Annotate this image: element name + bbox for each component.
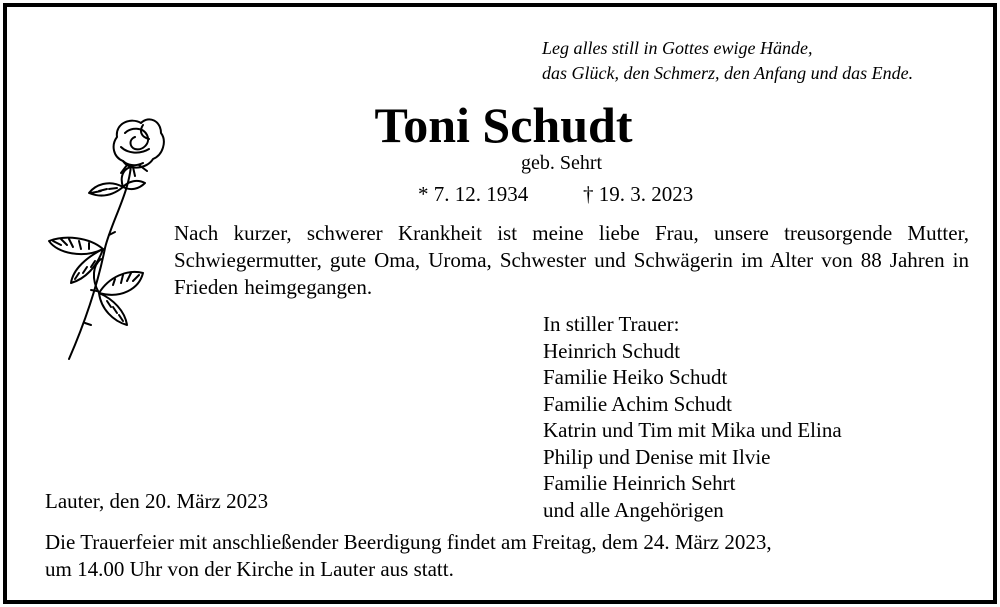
list-item: Katrin und Tim mit Mika und Elina [543,418,842,442]
verse-line-1: Leg alles still in Gottes ewige Hände, [542,38,813,58]
place-date: Lauter, den 20. März 2023 [45,489,269,513]
rose-icon [39,113,169,367]
deceased-name: Toni Schudt [374,97,633,153]
death-date: † 19. 3. 2023 [583,182,694,206]
list-item: und alle Angehörigen [543,497,724,522]
list-item: Familie Heiko Schudt [543,365,728,389]
birth-date: * 7. 12. 1934 [418,182,529,206]
funeral-line-1: Die Trauerfeier mit anschließender Beerdigung findet am Freitag, dem 24. März 2023, [45,530,772,554]
mourners-list [543,311,842,523]
funeral-notice [45,529,945,583]
list-item: Familie Achim Schudt [543,391,732,416]
announcement-text: Nach kurzer, schwerer Krankheit ist meine liebe Frau, unsere treusorgende Mutter, Schwiegermutter, gute Oma, Uroma, Schwester und Schwägerin im Alter von 88 Jahren in Frieden heimgegangen. [174,221,969,299]
list-item: Familie Heinrich Sehrt [543,471,736,495]
list-item: Heinrich Schudt [543,338,681,363]
mourners-heading: In stiller Trauer: [543,312,680,336]
funeral-line-2: um 14.00 Uhr von der Kirche in Lauter aus statt. [45,557,454,581]
maiden-name: geb. Sehrt [521,152,603,174]
obituary-frame [3,3,997,604]
verse-line-2: das Glück, den Schmerz, den Anfang und das Ende. [542,63,914,83]
verse [542,36,913,86]
list-item: Philip und Denise mit Ilvie [543,444,771,469]
